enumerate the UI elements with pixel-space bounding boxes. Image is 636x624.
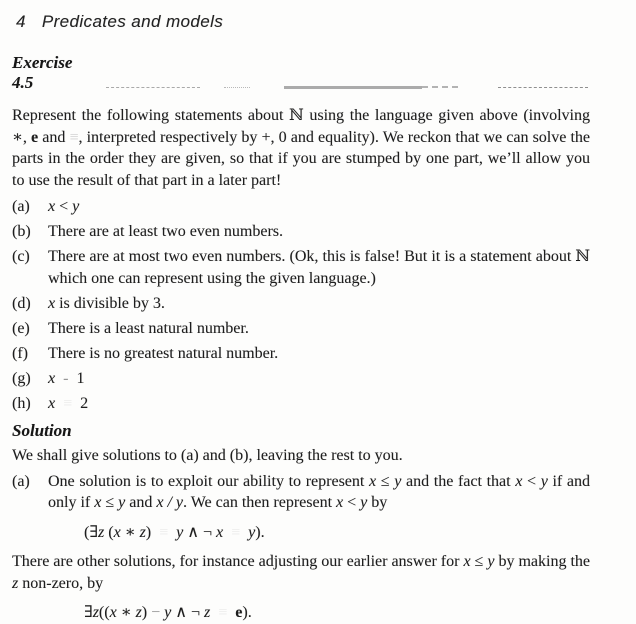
math-var: y — [248, 523, 256, 541]
math-var: x — [109, 604, 117, 621]
math-var: x — [48, 394, 56, 412]
text-run: < — [343, 494, 361, 511]
item-text — [48, 246, 590, 289]
text-run: ∗ — [120, 523, 140, 541]
rule-segment — [422, 86, 458, 88]
item-text — [48, 393, 590, 415]
text-run: using the language given above (involving — [303, 107, 591, 124]
exercise-item-d — [12, 293, 590, 315]
text-run: , — [22, 128, 31, 146]
math-var: z — [139, 523, 146, 541]
rule-segment — [284, 86, 422, 89]
math-var: y — [118, 494, 126, 511]
exercise-item-h — [12, 393, 590, 415]
item-text — [48, 343, 590, 365]
item-label: (f) — [12, 344, 28, 362]
text-run: ℕ — [289, 107, 304, 124]
chapter-number: 4 — [16, 12, 26, 31]
math-var: y — [540, 472, 548, 490]
math-var: x — [369, 472, 377, 490]
text-run: ≤ — [470, 553, 488, 570]
item-label: (a) — [12, 472, 30, 490]
exercise-intro-paragraph — [12, 105, 590, 191]
text-run: ≤ — [101, 494, 119, 511]
text-run — [168, 524, 176, 541]
text-run: ∃ — [84, 604, 93, 621]
math-var: x — [463, 553, 471, 570]
math-var: z — [135, 604, 142, 621]
text-run: e — [235, 604, 243, 621]
text-run: ) — [145, 523, 160, 541]
text-run: One solution is to exploit our ability to represent — [48, 472, 369, 490]
text-run: and — [38, 128, 70, 146]
text-run: . We can then represent — [183, 494, 337, 511]
text-run: ) — [141, 604, 152, 621]
item-label: (d) — [12, 294, 31, 312]
text-run: ∗ — [116, 604, 136, 621]
math-var: z — [98, 523, 105, 541]
solution-heading: Solution — [12, 421, 72, 440]
text-run: < — [522, 472, 541, 490]
item-text — [48, 368, 590, 390]
text-run: ≤ — [376, 472, 395, 490]
math-var: z — [204, 604, 211, 621]
text-run: ). — [242, 604, 252, 621]
math-var: x — [216, 523, 224, 541]
item-text — [48, 221, 590, 243]
exercise-item-f — [12, 343, 590, 365]
exercise-heading: Exercise 4.5 — [12, 53, 73, 92]
item-text — [48, 196, 590, 218]
faded-symbol: ≡ — [231, 523, 241, 541]
text-run: ( — [104, 523, 114, 541]
exercise-item-a — [12, 196, 590, 218]
faded-symbol: ≡ — [159, 523, 169, 541]
solution-intro: We shall give solutions to (a) and (b), leaving the rest to you. — [12, 447, 403, 464]
text-run: (∃ — [84, 523, 99, 541]
item-label: (g) — [12, 369, 31, 387]
text-run: Represent the following statements about — [12, 107, 290, 124]
solution-continuation-paragraph — [12, 551, 590, 594]
faded-symbol: − — [151, 604, 161, 621]
text-run: ∗ — [12, 128, 23, 146]
text-run: by making the — [494, 553, 591, 570]
math-var: y — [487, 553, 495, 570]
math-var: y — [175, 494, 183, 511]
exercise-item-b — [12, 221, 590, 243]
text-run: if and only if — [48, 472, 591, 511]
math-var: y — [164, 604, 172, 621]
solution-heading-block — [12, 421, 590, 441]
text-run: ). — [255, 523, 265, 541]
rule-segment — [106, 87, 200, 88]
text-run — [223, 524, 231, 541]
math-var: x — [156, 494, 164, 511]
text-run: e — [31, 128, 39, 146]
text-run: , interpreted respectively by +, 0 and equality). We reckon that we can solve the parts in the order they are given, so that if you are stumped by one part, we’ll allow you to use the result of that part in a later part! — [12, 128, 591, 189]
rule-segment — [224, 87, 250, 88]
math-var: y — [360, 494, 368, 511]
text-run: is divisible by 3. — [55, 294, 165, 312]
item-label: (a) — [12, 198, 30, 215]
math-var: y — [72, 198, 80, 215]
math-var: y — [176, 523, 184, 541]
item-label: (h) — [12, 394, 31, 412]
text-run: and the fact that — [401, 472, 516, 490]
item-label: (c) — [12, 248, 30, 265]
text-run — [55, 395, 63, 412]
display-formula-1 — [84, 522, 590, 544]
math-var: y — [394, 472, 402, 490]
math-var: z — [12, 574, 19, 592]
text-run — [240, 524, 248, 541]
text-run: < — [55, 198, 73, 215]
faded-symbol: - — [63, 369, 69, 387]
text-run: (( — [98, 604, 110, 621]
text-run: There is a least natural number. — [48, 319, 249, 337]
text-run: ℕ — [575, 248, 590, 265]
math-var: x — [94, 494, 102, 511]
text-run: There is no greatest natural number. — [48, 344, 279, 362]
dashed-rule — [106, 85, 588, 89]
item-text — [48, 318, 590, 340]
text-run: non-zero, by — [18, 574, 104, 592]
exercise-item-list — [12, 196, 590, 414]
exercise-heading-row — [12, 53, 590, 93]
text-run: ∧ ¬ — [171, 604, 204, 621]
text-run: 1 — [68, 369, 85, 387]
faded-symbol: ≡ — [218, 604, 228, 621]
text-run: There are other solutions, for instance adjusting our earlier answer for — [12, 553, 464, 570]
text-run: There are at least two even numbers. — [48, 223, 284, 240]
display-formula-2 — [84, 602, 590, 624]
running-head — [16, 12, 590, 32]
text-run: 2 — [72, 394, 89, 412]
faded-symbol: ≡ — [63, 394, 73, 412]
text-run: by — [367, 494, 388, 511]
text-run: ∧ ¬ — [183, 523, 216, 541]
chapter-title: Predicates and models — [41, 12, 224, 31]
faded-symbol: ≡ — [69, 128, 79, 146]
exercise-item-g — [12, 368, 590, 390]
exercise-item-e — [12, 318, 590, 340]
math-var: x — [113, 523, 121, 541]
text-run: There are at most two even numbers. (Ok, this is false! But it is a statement about — [48, 248, 576, 265]
text-run: which one can represent using the given language.) — [48, 269, 376, 287]
item-text — [48, 471, 590, 514]
item-label: (e) — [12, 319, 30, 337]
math-var: x — [48, 198, 56, 215]
math-var: x — [48, 369, 56, 387]
rule-segment — [498, 87, 588, 88]
math-var: z — [92, 604, 99, 621]
math-var: x — [48, 294, 56, 312]
solution-item-a — [12, 471, 590, 514]
math-var: x — [515, 472, 523, 490]
text-run: and — [125, 494, 157, 511]
text-run — [55, 370, 63, 387]
exercise-item-c — [12, 246, 590, 289]
math-var: x — [336, 494, 344, 511]
item-label: (b) — [12, 223, 31, 240]
math-var: / — [163, 494, 176, 511]
item-text — [48, 293, 590, 315]
